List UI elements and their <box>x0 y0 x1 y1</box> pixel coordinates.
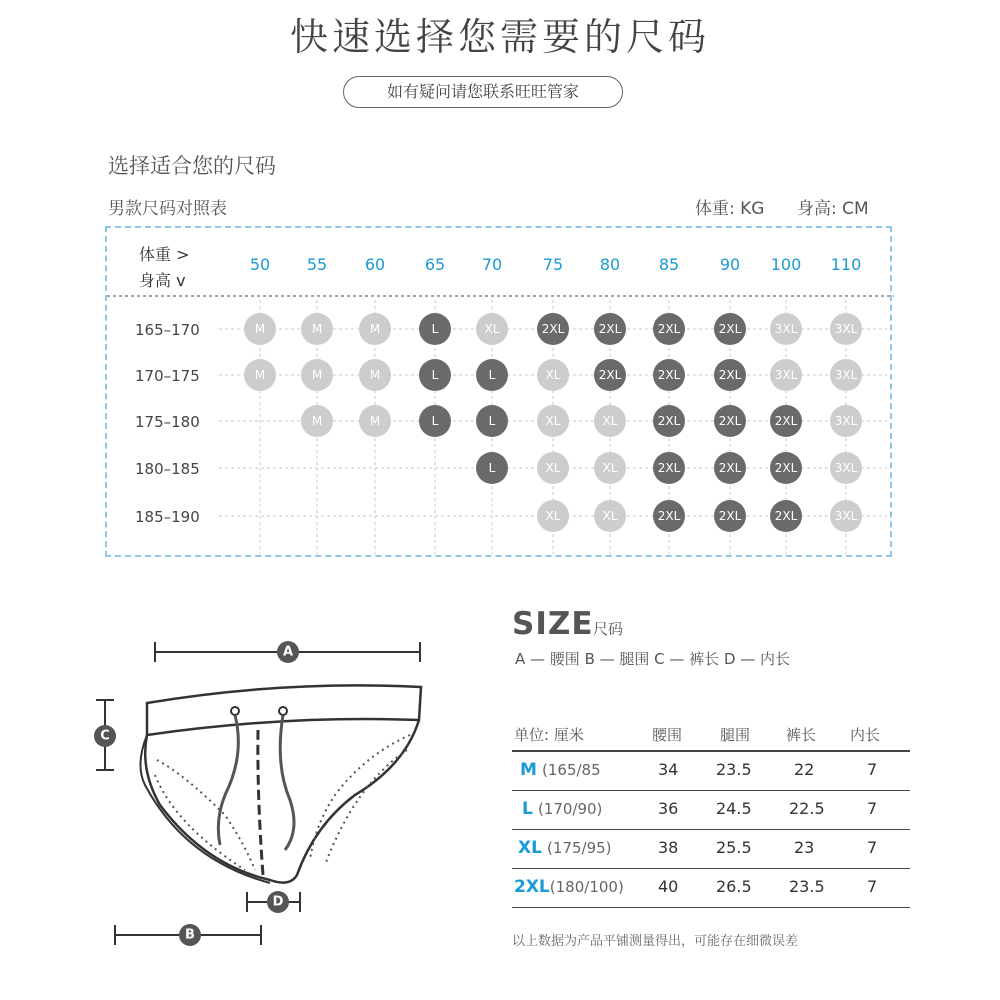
weight-tick-label: 75 <box>542 255 564 274</box>
size-marker-label: L <box>431 414 439 428</box>
inner-value: 7 <box>867 838 878 857</box>
size-marker-label: L <box>488 368 496 382</box>
size-marker-label: L <box>431 368 439 382</box>
table-row <box>512 830 910 869</box>
length-value: 23.5 <box>789 877 825 896</box>
weight-tick-label: 100 <box>770 255 802 274</box>
inner-value: 7 <box>867 877 878 896</box>
label-b: B <box>185 927 195 943</box>
size-marker-label: 3XL <box>834 414 858 428</box>
table-row <box>512 752 910 791</box>
weight-tick-label: 110 <box>830 255 862 274</box>
waist-value: 38 <box>658 838 679 857</box>
size-marker-label: 2XL <box>774 461 798 475</box>
leg-value: 26.5 <box>716 877 752 896</box>
size-marker-label: M <box>311 368 323 382</box>
section-title: 选择适合您的尺码 <box>108 154 276 178</box>
height-unit-label: 身高: CM <box>797 199 869 219</box>
size-marker-label: L <box>488 414 496 428</box>
dimension-d-line <box>247 891 300 913</box>
waist-value: 34 <box>658 760 679 779</box>
height-row-label: 175–180 <box>135 413 200 431</box>
size-spec: (165/85 <box>542 761 601 779</box>
table-row <box>512 791 910 830</box>
size-marker-label: XL <box>602 461 618 475</box>
size-marker-label: M <box>311 322 323 336</box>
size-marker-label: 2XL <box>718 368 742 382</box>
size-spec: (170/90) <box>537 800 603 818</box>
height-row-label: 185–190 <box>135 508 200 526</box>
size-heading-sub: 尺码 <box>593 620 624 638</box>
size-marker-label: M <box>254 368 266 382</box>
weight-tick-label: 90 <box>719 255 741 274</box>
weight-tick-label: 55 <box>306 255 328 274</box>
length-value: 22 <box>794 760 815 779</box>
size-marker-label: XL <box>545 368 561 382</box>
label-a: A <box>282 644 294 660</box>
size-marker-label: 2XL <box>718 461 742 475</box>
table-row <box>512 869 910 908</box>
column-header: 内长 <box>850 726 881 744</box>
weight-tick-label: 85 <box>658 255 680 274</box>
size-marker-label: 2XL <box>657 414 681 428</box>
weight-tick-label: 60 <box>364 255 386 274</box>
size-marker-label: 3XL <box>774 368 798 382</box>
size-marker-label: M <box>369 414 381 428</box>
length-value: 23 <box>794 838 815 857</box>
weight-tick-label: 80 <box>599 255 621 274</box>
drawstring <box>218 707 294 850</box>
weight-tick-label: 70 <box>481 255 503 274</box>
inner-value: 7 <box>867 799 878 818</box>
size-marker-label: XL <box>484 322 500 336</box>
measurement-note: 以上数据为产品平铺测量得出，可能存在细微误差 <box>512 934 799 949</box>
leg-value: 25.5 <box>716 838 752 857</box>
size-marker-label: 3XL <box>834 509 858 523</box>
size-grid <box>105 226 892 557</box>
size-marker-label: 3XL <box>834 322 858 336</box>
height-row-label: 180–185 <box>135 460 200 478</box>
table-header <box>512 716 910 752</box>
contact-button[interactable]: 如有疑问请您联系旺旺管家 <box>343 76 623 108</box>
size-marker-label: M <box>369 322 381 336</box>
size-marker-label: 2XL <box>657 509 681 523</box>
size-label: 2XL <box>514 877 550 897</box>
height-row-label: 165–170 <box>135 321 200 339</box>
size-marker-label: 3XL <box>834 461 858 475</box>
briefs-diagram <box>85 625 445 955</box>
size-marker-label: 2XL <box>657 322 681 336</box>
size-heading: SIZE <box>512 606 594 642</box>
height-row-label: 170–175 <box>135 367 200 385</box>
dimension-c-line <box>94 700 116 770</box>
dimension-a-line <box>155 641 420 663</box>
size-marker-label: M <box>254 322 266 336</box>
waist-value: 36 <box>658 799 679 818</box>
length-value: 22.5 <box>789 799 825 818</box>
size-marker-label: 2XL <box>774 414 798 428</box>
size-marker-label: 2XL <box>657 368 681 382</box>
size-marker-label: XL <box>545 461 561 475</box>
waist-value: 40 <box>658 877 679 896</box>
size-spec: (180/100) <box>549 878 624 896</box>
size-table <box>512 716 910 908</box>
weight-tick-label: 65 <box>424 255 446 274</box>
size-grid-canvas <box>107 228 894 559</box>
dimension-legend: A — 腰围 B — 腿围 C — 裤长 D — 内长 <box>515 650 791 668</box>
size-label: L <box>522 799 533 819</box>
page-title: 快速选择您需要的尺码 <box>289 15 710 59</box>
dimension-b-line <box>115 924 261 946</box>
weight-axis-label: 体重 > <box>139 245 190 264</box>
size-label: XL <box>518 838 542 858</box>
inner-value: 7 <box>867 760 878 779</box>
size-marker-label: 2XL <box>657 461 681 475</box>
column-header: 裤长 <box>786 726 817 744</box>
height-axis-label: 身高 v <box>139 271 186 290</box>
column-header: 腿围 <box>720 726 751 744</box>
briefs-stitching <box>155 735 410 870</box>
size-marker-label: 3XL <box>834 368 858 382</box>
label-d: D <box>272 894 284 910</box>
size-label: M <box>520 760 537 780</box>
size-marker-label: M <box>311 414 323 428</box>
size-marker-label: XL <box>545 414 561 428</box>
size-marker-label: 2XL <box>718 322 742 336</box>
size-marker-label: 2XL <box>774 509 798 523</box>
size-marker-label: M <box>369 368 381 382</box>
center-seam <box>258 730 263 875</box>
size-marker-label: L <box>431 322 439 336</box>
size-marker-label: 2XL <box>598 322 622 336</box>
column-header: 单位: 厘米 <box>514 726 584 744</box>
size-marker-label: 2XL <box>718 414 742 428</box>
size-marker-label: 2XL <box>598 368 622 382</box>
weight-unit-label: 体重: KG <box>695 199 765 219</box>
size-marker-label: L <box>488 461 496 475</box>
leg-value: 23.5 <box>716 760 752 779</box>
label-c: C <box>100 728 110 744</box>
size-marker-label: 3XL <box>774 322 798 336</box>
weight-tick-label: 50 <box>249 255 271 274</box>
size-marker-label: XL <box>602 414 618 428</box>
size-marker-label: 2XL <box>718 509 742 523</box>
size-marker-label: XL <box>602 509 618 523</box>
size-marker-label: XL <box>545 509 561 523</box>
size-spec: (175/95) <box>547 839 612 857</box>
leg-value: 24.5 <box>716 799 752 818</box>
size-marker-label: 2XL <box>541 322 565 336</box>
chart-caption: 男款尺码对照表 <box>108 199 227 219</box>
column-header: 腰围 <box>652 726 683 744</box>
